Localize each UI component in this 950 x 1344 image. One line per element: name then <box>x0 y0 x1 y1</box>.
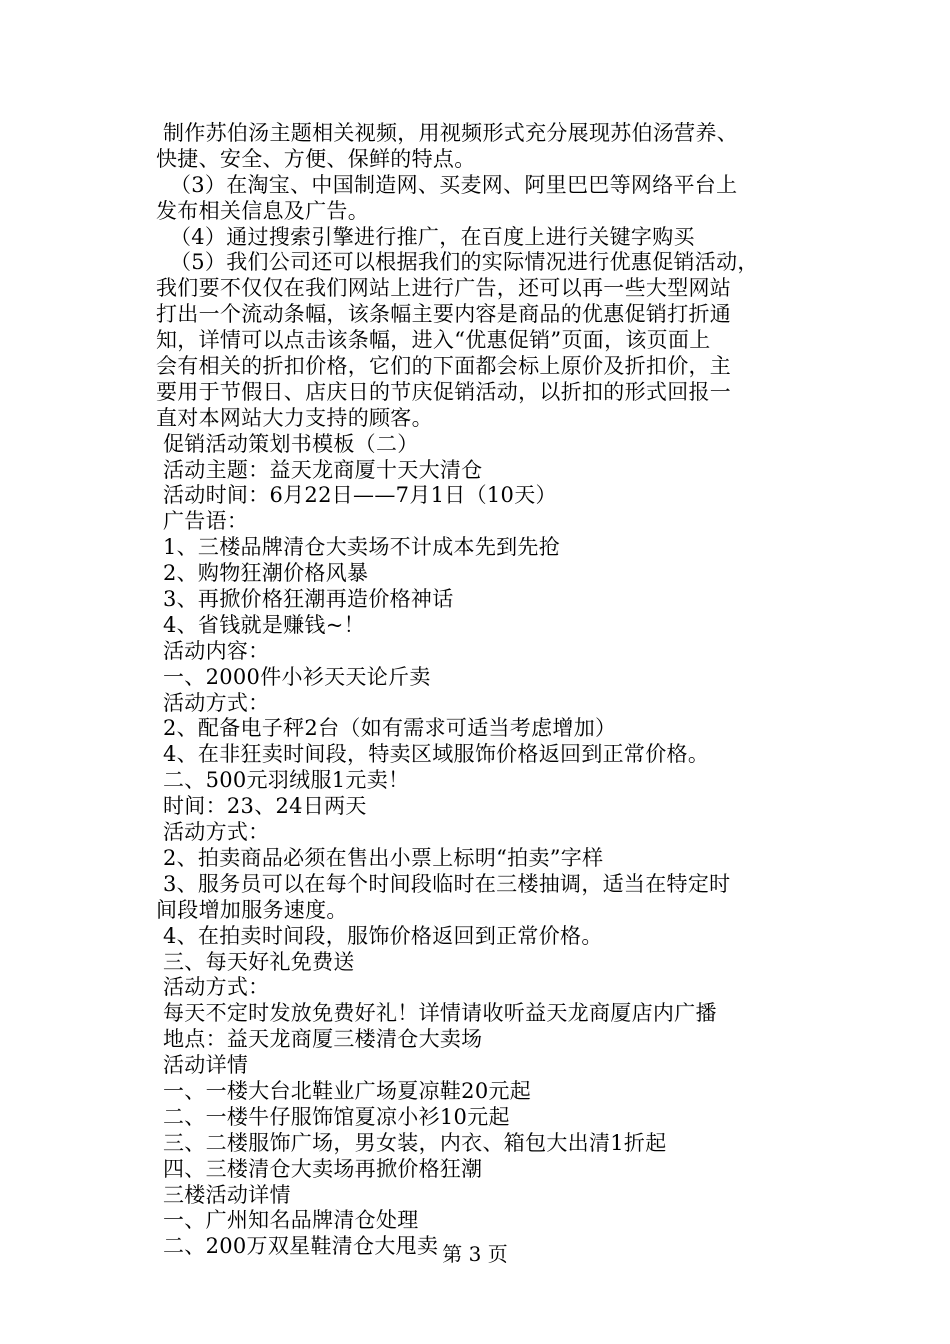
text-line: 制作苏伯汤主题相关视频，用视频形式充分展现苏伯汤营养、 <box>156 121 739 145</box>
text-line: 三、每天好礼免费送 <box>156 949 355 974</box>
text-line: 活动方式： <box>156 690 270 715</box>
text-line: 2、拍卖商品必须在售出小票上标明“拍卖”字样 <box>156 845 604 870</box>
text-line: 间段增加服务速度。 <box>156 897 348 922</box>
text-line: 要用于节假日、店庆日的节庆促销活动，以折扣的形式回报一 <box>156 379 732 404</box>
text-line: 3、服务员可以在每个时间段临时在三楼抽调，适当在特定时 <box>156 871 731 896</box>
text-line: （3）在淘宝、中国制造网、买麦网、阿里巴巴等网络平台上 <box>156 172 738 197</box>
text-line: 活动内容： <box>156 638 270 663</box>
text-line: 一、一楼大台北鞋业广场夏凉鞋20元起 <box>156 1078 532 1103</box>
text-line: 促销活动策划书模板（二） <box>156 431 419 456</box>
text-line: 会有相关的折扣价格，它们的下面都会标上原价及折扣价，主 <box>156 354 732 379</box>
text-line: 二、200万双星鞋清仓大甩卖 <box>156 1234 439 1259</box>
text-line: 3、再掀价格狂潮再造价格神话 <box>156 587 454 612</box>
text-line: 活动方式： <box>156 820 270 845</box>
document-body <box>156 121 806 1260</box>
text-line: 直对本网站大力支持的顾客。 <box>156 405 433 430</box>
text-line: 活动详情 <box>156 1053 249 1078</box>
text-line: 我们要不仅仅在我们网站上进行广告，还可以再一些大型网站 <box>156 276 732 301</box>
text-line: 2、购物狂潮价格风暴 <box>156 561 369 586</box>
text-line: 二、500元羽绒服1元卖！ <box>156 768 410 793</box>
text-line: （4）通过搜索引擎进行推广，在百度上进行关键字购买 <box>156 224 695 249</box>
text-line: 知，详情可以点击该条幅，进入“优惠促销”页面，该页面上 <box>156 328 711 353</box>
text-line: （5）我们公司还可以根据我们的实际情况进行优惠促销活动， <box>156 250 759 275</box>
text-line: 三楼活动详情 <box>156 1182 291 1207</box>
text-line: 快捷、安全、方便、保鲜的特点。 <box>156 146 476 171</box>
text-line: 2、配备电子秤2台（如有需求可适当考虑增加） <box>156 716 617 741</box>
text-line: 4、在拍卖时间段，服饰价格返回到正常价格。 <box>156 923 603 948</box>
text-line: 四、三楼清仓大卖场再掀价格狂潮 <box>156 1156 483 1181</box>
text-line: 一、2000件小衫天天论斤卖 <box>156 664 431 689</box>
text-line: 广告语： <box>156 509 249 534</box>
text-line: 4、省钱就是赚钱~！ <box>156 612 365 637</box>
text-line: 4、在非狂卖时间段，特卖区域服饰价格返回到正常价格。 <box>156 742 710 767</box>
text-line: 地点：益天龙商厦三楼清仓大卖场 <box>156 1027 483 1052</box>
text-line: 每天不定时发放免费好礼！详情请收听益天龙商厦店内广播 <box>156 1001 717 1026</box>
text-line: 三、二楼服饰广场，男女装，内衣、箱包大出清1折起 <box>156 1130 667 1155</box>
text-line: 活动时间：6月22日——7月1日（10天） <box>156 483 557 508</box>
text-line: 打出一个流动条幅，该条幅主要内容是商品的优惠促销打折通 <box>156 302 732 327</box>
text-line: 活动方式： <box>156 975 270 1000</box>
text-line: 1、三楼品牌清仓大卖场不计成本先到先抢 <box>156 535 561 560</box>
text-line: 时间：23、24日两天 <box>156 794 367 819</box>
text-line: 一、广州知名品牌清仓处理 <box>156 1208 419 1233</box>
text-line: 二、一楼牛仔服饰馆夏凉小衫10元起 <box>156 1104 510 1129</box>
page-number: 第 3 页 <box>442 1242 508 1266</box>
text-line: 发布相关信息及广告。 <box>156 198 369 223</box>
text-line: 活动主题：益天龙商厦十天大清仓 <box>156 457 483 482</box>
